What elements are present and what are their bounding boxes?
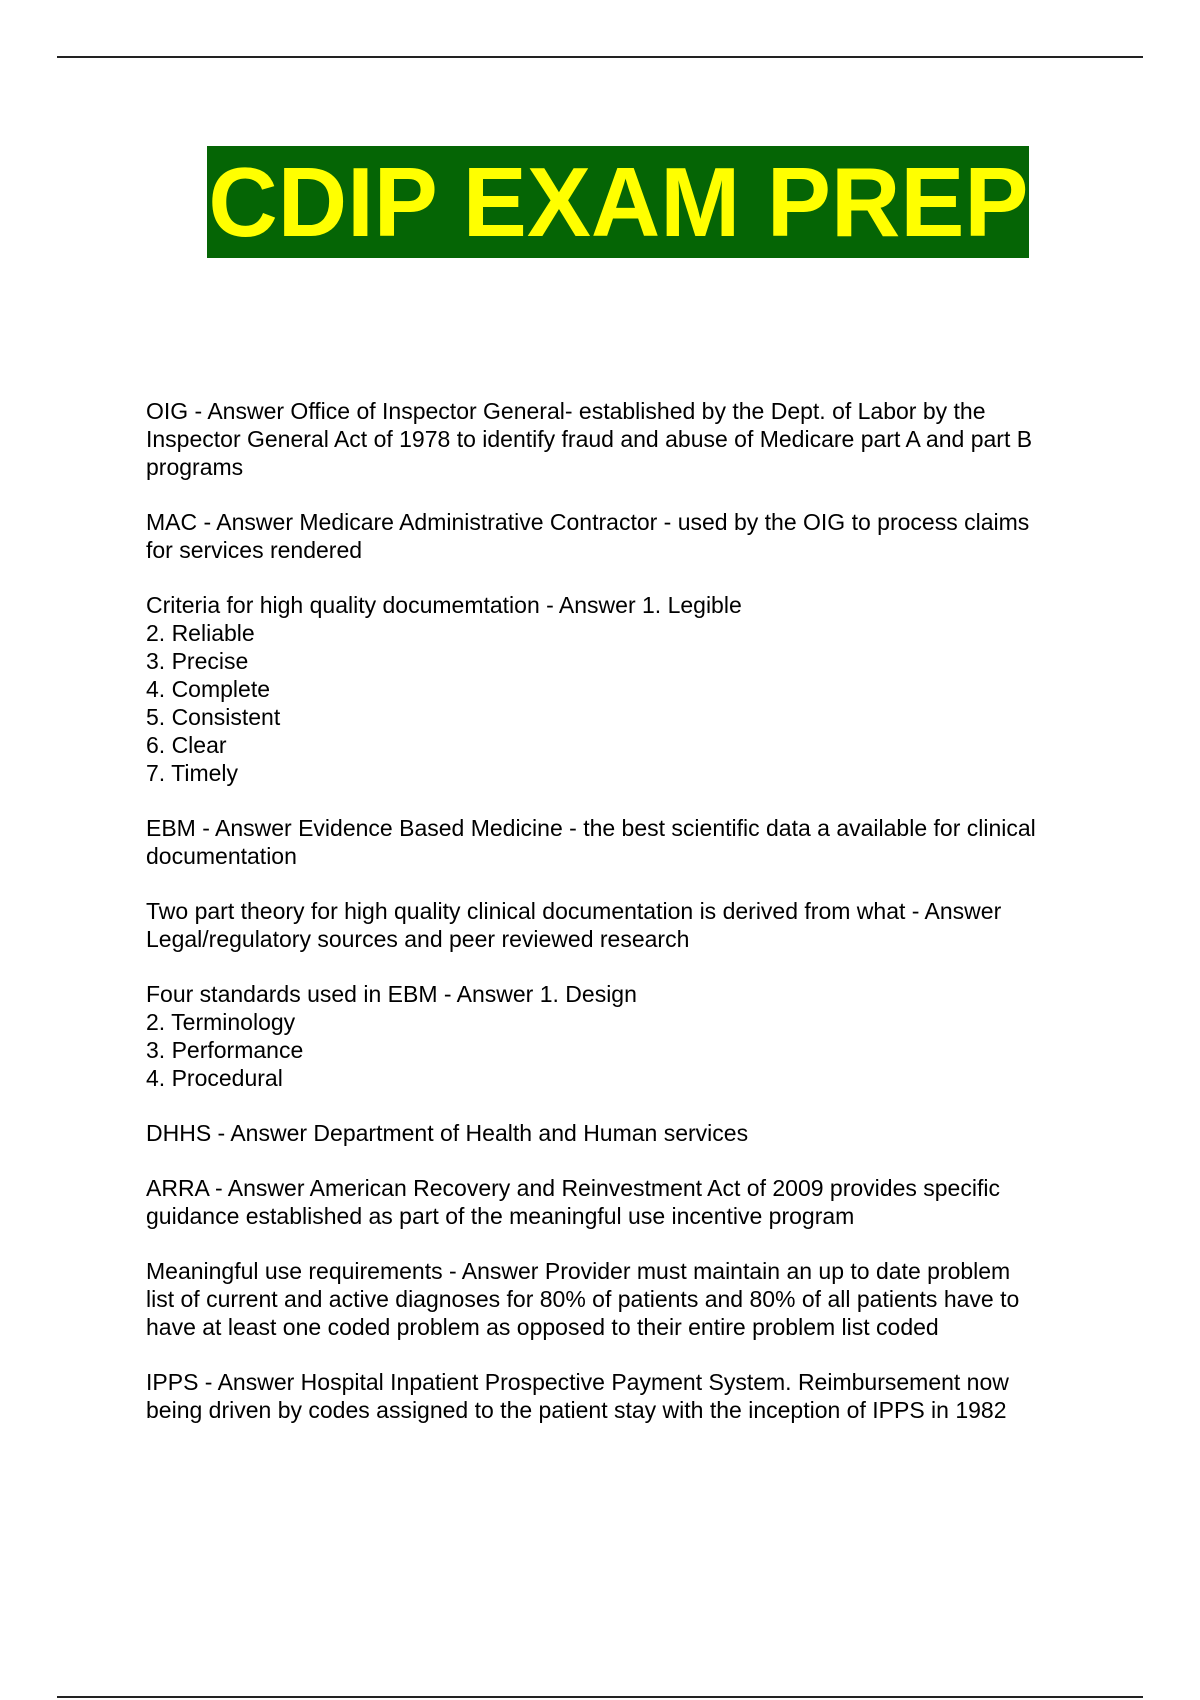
text-line: Four standards used in EBM - Answer 1. Design bbox=[146, 981, 637, 1007]
text-line: 2. Terminology bbox=[146, 1009, 296, 1035]
text-line: 6. Clear bbox=[146, 732, 227, 758]
text-line: EBM - Answer Evidence Based Medicine - the best scientific data a available for clinical bbox=[146, 815, 1036, 841]
qa-entry bbox=[146, 1119, 1096, 1147]
text-line: ARRA - Answer American Recovery and Reinvestment Act of 2009 provides specific bbox=[146, 1175, 1000, 1201]
qa-entry bbox=[146, 1368, 1096, 1424]
qa-entry bbox=[146, 591, 1096, 787]
text-line: being driven by codes assigned to the patient stay with the inception of IPPS in 1982 bbox=[146, 1397, 1007, 1423]
qa-entry bbox=[146, 508, 1096, 564]
title-banner bbox=[207, 146, 1029, 258]
qa-entry bbox=[146, 814, 1096, 870]
text-line: 7. Timely bbox=[146, 760, 239, 786]
text-line: guidance established as part of the meaningful use incentive program bbox=[146, 1203, 855, 1229]
qa-entry bbox=[146, 897, 1096, 953]
text-line: list of current and active diagnoses for 80% of patients and 80% of all patients have to bbox=[146, 1286, 1020, 1312]
qa-entry bbox=[146, 397, 1096, 481]
bottom-rule bbox=[57, 1696, 1143, 1698]
qa-text bbox=[146, 897, 1096, 953]
qa-entry bbox=[146, 980, 1096, 1092]
text-line: documentation bbox=[146, 843, 297, 869]
text-line: 5. Consistent bbox=[146, 704, 281, 730]
text-line: 4. Complete bbox=[146, 676, 271, 702]
text-line: 2. Reliable bbox=[146, 620, 255, 646]
text-line: Two part theory for high quality clinical documentation is derived from what - Answer bbox=[146, 898, 1002, 924]
qa-entry bbox=[146, 1174, 1096, 1230]
top-rule bbox=[57, 56, 1143, 58]
text-line: 3. Precise bbox=[146, 648, 249, 674]
qa-text bbox=[146, 591, 1096, 787]
text-line: programs bbox=[146, 454, 244, 480]
qa-text bbox=[146, 980, 1096, 1092]
text-line: have at least one coded problem as opposed to their entire problem list coded bbox=[146, 1314, 939, 1340]
text-line: 4. Procedural bbox=[146, 1065, 283, 1091]
text-line: Criteria for high quality documemtation - Answer 1. Legible bbox=[146, 592, 742, 618]
text-line: IPPS - Answer Hospital Inpatient Prospective Payment System. Reimbursement now bbox=[146, 1369, 1009, 1395]
text-line: DHHS - Answer Department of Health and Human services bbox=[146, 1120, 749, 1146]
qa-text bbox=[146, 1174, 1096, 1230]
text-line: Inspector General Act of 1978 to identify fraud and abuse of Medicare part A and part B bbox=[146, 426, 1033, 452]
qa-text bbox=[146, 397, 1096, 481]
text-line: OIG - Answer Office of Inspector General- established by the Dept. of Labor by the bbox=[146, 398, 986, 424]
qa-entry bbox=[146, 1257, 1096, 1341]
text-line: Legal/regulatory sources and peer reviewed research bbox=[146, 926, 690, 952]
text-line: Meaningful use requirements - Answer Provider must maintain an up to date problem bbox=[146, 1258, 1011, 1284]
qa-text bbox=[146, 508, 1096, 564]
qa-text bbox=[146, 1257, 1096, 1341]
text-line: 3. Performance bbox=[146, 1037, 304, 1063]
qa-text bbox=[146, 1368, 1096, 1424]
qa-list bbox=[146, 397, 1096, 1451]
text-line: for services rendered bbox=[146, 537, 363, 563]
qa-text bbox=[146, 814, 1096, 870]
qa-text bbox=[146, 1119, 1096, 1147]
text-line: MAC - Answer Medicare Administrative Contractor - used by the OIG to process claims bbox=[146, 509, 1030, 535]
page-title: CDIP EXAM PREP bbox=[207, 147, 1029, 257]
